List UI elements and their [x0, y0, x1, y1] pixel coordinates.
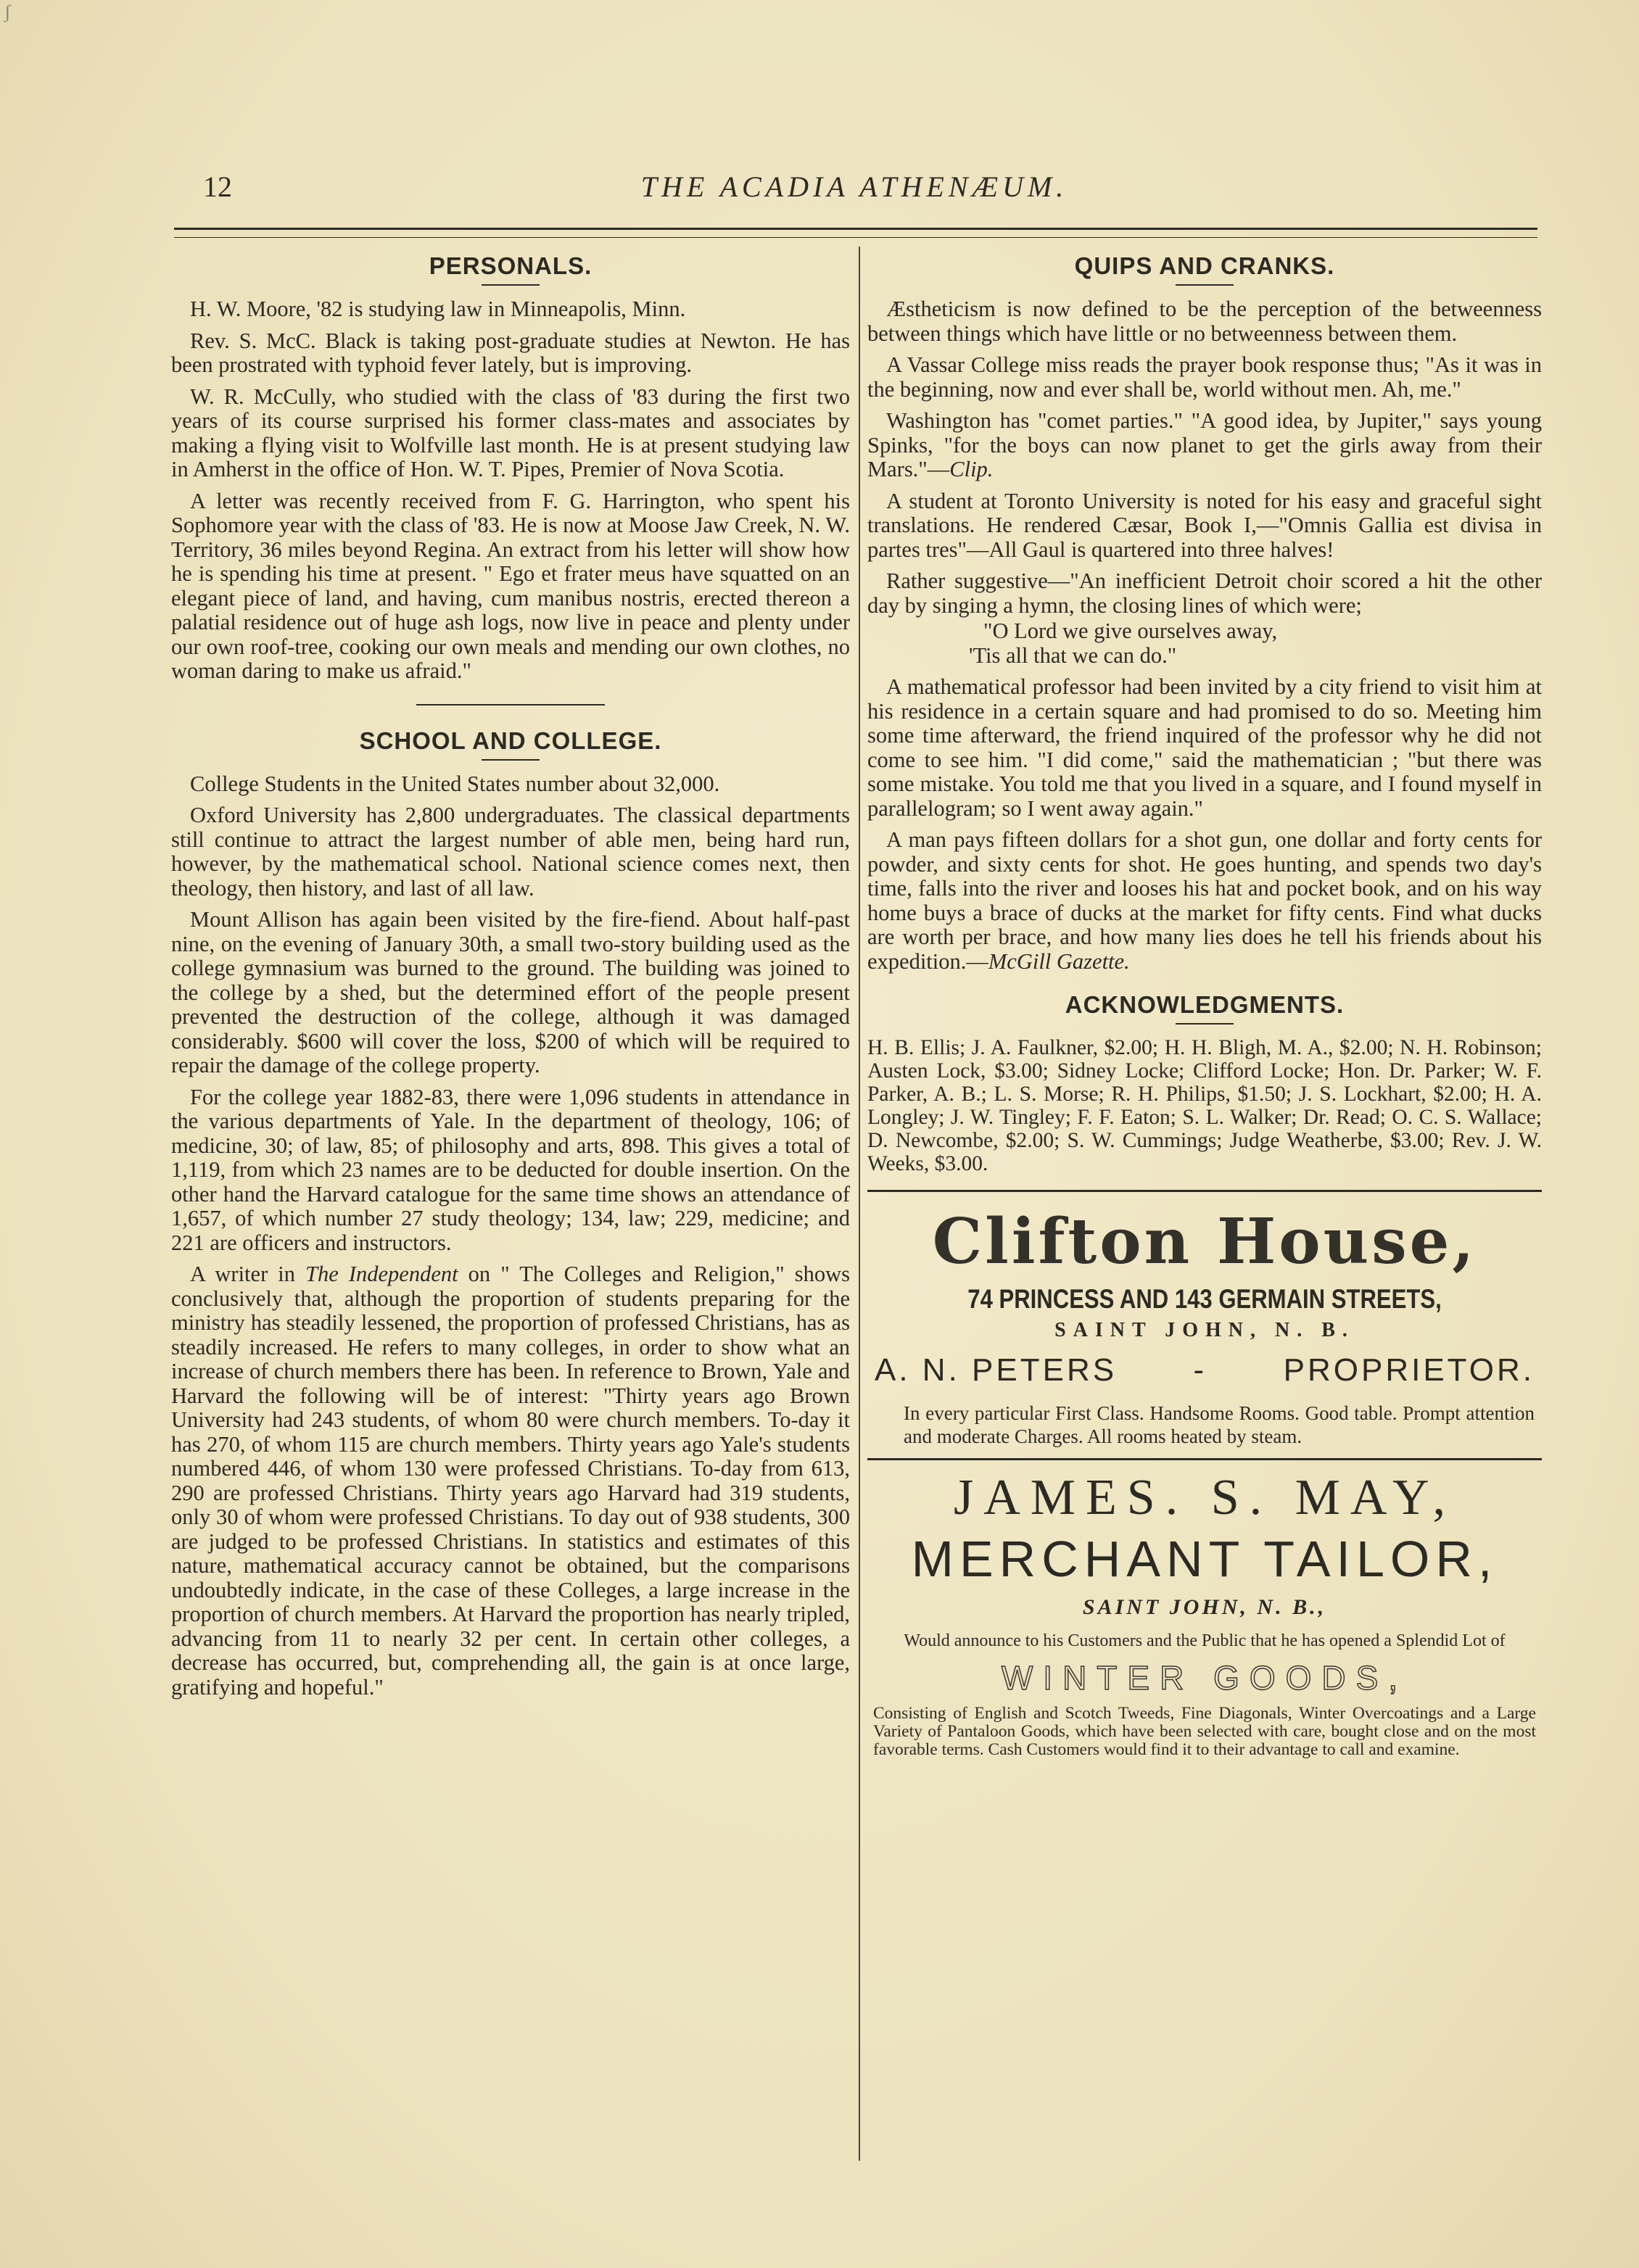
page-header [173, 164, 1536, 207]
right-column [867, 244, 1542, 1759]
verse-line: 'Tis all that we can do." [969, 642, 1177, 668]
proprietor-dash: - [1193, 1352, 1207, 1388]
personal-item: Rev. S. McC. Black is taking post-graduate studies at Newton. He has been prostrated with typhoid fever lately, but is improving. [171, 328, 850, 377]
clifton-description: In every particular First Class. Handsome Rooms. Good table. Prompt attention and moderate Charges. All rooms heated by steam. [904, 1402, 1535, 1447]
advertisement-rule [867, 1458, 1542, 1460]
quip-item [867, 409, 1542, 482]
page-number: 12 [203, 170, 232, 203]
running-title: THE ACADIA ATHENÆUM. [640, 170, 1068, 203]
section-divider [416, 704, 605, 705]
left-column [171, 244, 850, 1707]
personal-item: A letter was recently received from F. G. Harrington, who spent his Sophomore year with the class of '83. He is now at Moose Jaw Creek, N. W. Territory, 36 miles beyond Regina. An extract from his letter will show how he is spending his time at present. " Ego et frater meus have squatted on an elegant piece of land, and having, cum manibus nostris, erected thereon a palatial residence out of huge ash logs, now live in peace and plenty under our own roof-tree, cooking our own meals and mending our own clothes, no woman daring to make us afraid." [171, 488, 850, 683]
clifton-city: SAINT JOHN, N. B. [1054, 1319, 1355, 1341]
personal-item: W. R. McCully, who studied with the class of '83 during the first two years of its course surprised his former class-mates and associates by making a flying visit to Wolfville last month. He is at present studying law in Amherst in the office of Hon. W. T. Pipes, Premier of Nova Scotia. [171, 384, 850, 481]
text-run: A man pays fifteen dollars for a shot gun, one dollar and forty cents for powder, and sixty cents for shot. He goes hunting, and spends two day's time, falls into the river and looses his hat and pocket book, and on his way home buys a brace of ducks at the market for fifty cents. Find what ducks are worth per brace, and how many lies does he tell his friends about his expedition.— [867, 827, 1542, 974]
quip-item: Rather suggestive—"An inefficient Detroit choir scored a hit the other day by singing a hymn, the closing lines of which were; [867, 568, 1542, 618]
text-run: on " The Colleges and Religion," shows conclusively that, although the proportion of students preparing for the ministry has steadily lessened, the proportion of professed Christians, has as steadily increased. He refers to many colleges, in order to show what an increase of church members there has been. In reference to Brown, Yale and Harvard the following will be of interest: "Thirty years ago Brown University had 243 students, of whom 80 were church members. To-day it has 270, of whom 115 are church members. Thirty years ago Yale's students numbered 446, of whom 130 were professed Christians. To-day from 613, 290 are professed Christians. Thirty years ago Harvard had 319 students, only 30 of whom were professed Christians. To day out of 938 students, 300 are judged to be professed Christians. In statistics and estimates of this nature, mathematical accuracy cannot be obtained, but the comparisons undoubtedly indicate, in the case of these Colleges, a large increase in the proportion of church members. At Harvard the proportion has nearly tripled, advancing from 11 to nearly 32 per cent. In certain other colleges, a decrease has occurred, but, comprehending all, the gain is at once large, gratifying and hopeful." [171, 1262, 850, 1700]
advertisement-rule [867, 1190, 1542, 1192]
journal-title: The Independent [305, 1262, 458, 1286]
school-item: College Students in the United States number about 32,000. [190, 771, 720, 796]
quip-item: A Vassar College miss reads the prayer book response thus; "As it was in the beginning, now and ever shall be, world without men. Ah, me." [867, 352, 1542, 402]
source-credit: McGill Gazette. [988, 948, 1130, 974]
may-description: Consisting of English and Scotch Tweeds, Fine Diagonals, Winter Overcoatings and a Large Variety of Pantaloon Goods, which have been selected with care, bought close and on the most favorable terms. Cash Customers would find it to their advantage to call and examine. [873, 1704, 1536, 1759]
proprietor-name: A. N. PETERS [875, 1352, 1118, 1388]
proprietor-label: PROPRIETOR. [1283, 1352, 1535, 1388]
school-item-independent [171, 1262, 850, 1700]
school-item: Oxford University has 2,800 undergraduates. The classical departments still continue to attract the largest number of able men, being hard run, however, by the mathematical school. National science comes next, then theology, then history, and last of all law. [171, 803, 850, 901]
clifton-proprietor [867, 1352, 1542, 1388]
quip-item: Æstheticism is now defined to be the perception of the betweenness between things which have little or no betweenness between them. [867, 297, 1542, 346]
merchant-tailor-title: MERCHANT TAILOR, [911, 1531, 1498, 1587]
source-credit: Clip. [949, 457, 994, 481]
school-item: Mount Allison has again been visited by the fire-fiend. About half-past nine, on the evening of January 30th, a small two-story building used as the college gymnasium was burned to the ground. The building was joined to the college by a shed, but the determined effort of the people present prevented the destruction of the college, although it was damaged considerably. $600 will cover the loss, $200 of which will be required to repair the damage of the college property. [171, 907, 850, 1077]
quip-item: A mathematical professor had been invited by a city friend to visit him at his residence in a certain square and had promised to do so. Meeting him some time afterward, the friend inquired of the professor why he did not come to see him. "I did come," said the mathematician ; "but there was some mistake. You told me that you lived in a square, and I found myself in parallelogram; so I went away again." [867, 674, 1542, 821]
heading-rule [482, 759, 540, 761]
james-may-ad [867, 1469, 1542, 1759]
text-run: Washington has "comet parties." "A good idea, by Jupiter," says young Spinks, "for the boys can now planet to get the girls away from their Mars."— [867, 408, 1542, 481]
corner-mark: ʃ [4, 1, 11, 22]
heading-rule [482, 284, 540, 286]
heading-rule [1176, 284, 1234, 286]
personal-item: H. W. Moore, '82 is studying law in Minneapolis, Minn. [190, 297, 686, 321]
heading-rule [1176, 1023, 1234, 1025]
quip-item [867, 828, 1542, 974]
quips-heading: QUIPS AND CRANKS. [1074, 252, 1335, 279]
may-announcement: Would announce to his Customers and the Public that he has opened a Splendid Lot of [904, 1631, 1506, 1650]
acknowledgments-list: H. B. Ellis; J. A. Faulkner, $2.00; H. H. Bligh, M. A., $2.00; N. H. Robinson; Austen Lock, $3.00; Sidney Locke; Clifford Locke; Hon. Dr. Parker; W. F. Parker, A. B.; L. S. Morse; R. H. Philips, $1.50; J. S. Lockhart, $2.00; H. A. Longley; J. W. Tingley; F. F. Eaton; S. L. Walker; Dr. Read; O. C. S. Wallace; D. Newcombe, $2.00; S. W. Cummings; Judge Weatherbe, $3.00; Rev. J. W. Weeks, $3.00. [867, 1036, 1542, 1175]
acknowledgments-heading: ACKNOWLEDGMENTS. [1065, 991, 1345, 1018]
verse-line: "O Lord we give ourselves away, [983, 618, 1278, 643]
clifton-house-ad [867, 1205, 1542, 1448]
clifton-address: 74 PRINCESS AND 143 GERMAIN STREETS, [967, 1284, 1442, 1314]
header-rule [174, 228, 1537, 238]
column-rule [859, 247, 860, 2161]
personals-heading: PERSONALS. [429, 252, 593, 279]
school-item: For the college year 1882-83, there were 1,096 students in attendance in the various departments of Yale. In the department of theology, 106; of medicine, 30; of law, 85; of philosophy and arts, 898. This gives a total of 1,119, from which 23 names are to be deducted for double insertion. On the other hand the Harvard catalogue for the same time shows an attendance of 1,657, of which number 27 study theology; 134, law; 229, medicine; and 221 are officers and instructors. [171, 1084, 850, 1255]
james-may-name: JAMES. S. MAY, [953, 1470, 1456, 1526]
may-city: SAINT JOHN, N. B., [1082, 1595, 1327, 1619]
text-run: A writer in [190, 1262, 306, 1286]
school-college-heading: SCHOOL AND COLLEGE. [359, 727, 662, 754]
winter-goods-title: WINTER GOODS, [1001, 1659, 1408, 1697]
clifton-house-name: Clifton House, [932, 1205, 1477, 1278]
quip-item: A student at Toronto University is noted for his easy and graceful sight translations. He rendered Cæsar, Book I,—"Omnis Gallia est divisa in partes tres"—All Gaul is quartered into three halves! [867, 488, 1542, 562]
